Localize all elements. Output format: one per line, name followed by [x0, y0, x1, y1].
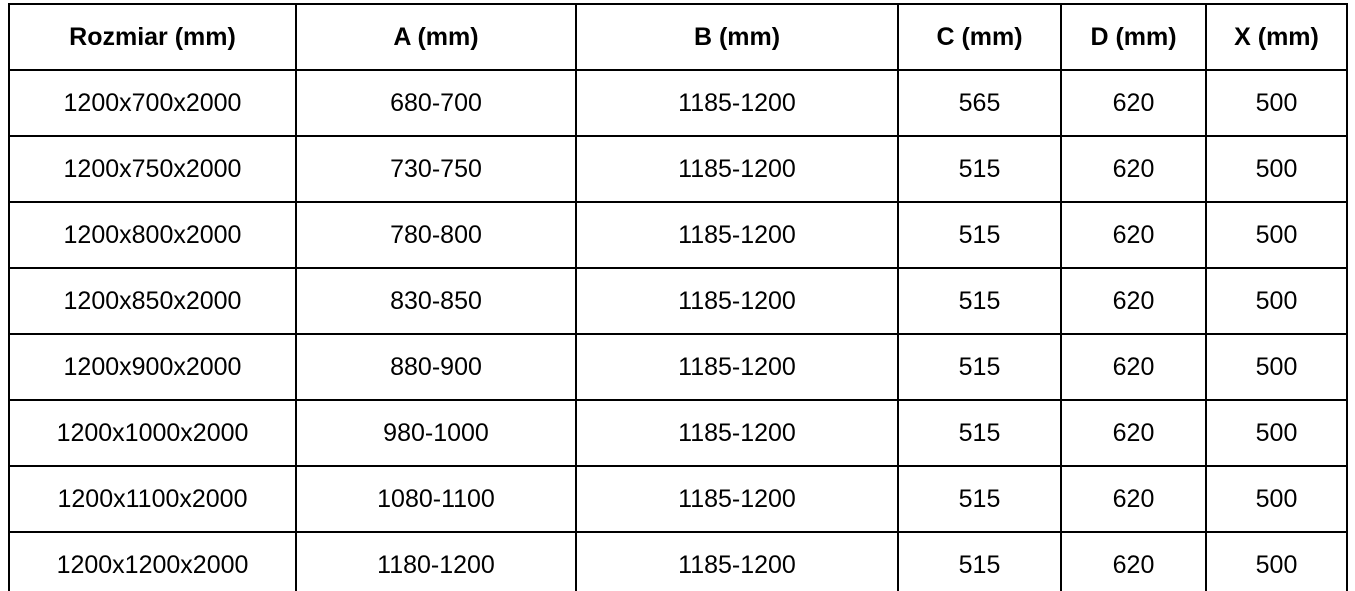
table-cell: 620: [1061, 268, 1206, 334]
table-cell: 1185-1200: [576, 268, 898, 334]
table-cell: 515: [898, 400, 1061, 466]
table-cell: 1185-1200: [576, 400, 898, 466]
table-cell: 780-800: [296, 202, 576, 268]
table-row: [9, 532, 1347, 591]
table-cell: 515: [898, 202, 1061, 268]
column-header-d: D (mm): [1061, 4, 1206, 70]
table-cell: 1185-1200: [576, 466, 898, 532]
table-cell: 1200x700x2000: [9, 70, 296, 136]
table-cell: 680-700: [296, 70, 576, 136]
table-row: [9, 400, 1347, 466]
table-row: [9, 466, 1347, 532]
table-row: [9, 70, 1347, 136]
table-cell: 500: [1206, 466, 1347, 532]
table-cell: 500: [1206, 532, 1347, 591]
table-cell: 1200x800x2000: [9, 202, 296, 268]
table-row: [9, 202, 1347, 268]
table-cell: 620: [1061, 202, 1206, 268]
column-header-b: B (mm): [576, 4, 898, 70]
table-cell: 880-900: [296, 334, 576, 400]
table-cell: 830-850: [296, 268, 576, 334]
table-row: [9, 268, 1347, 334]
table-cell: 500: [1206, 70, 1347, 136]
table-cell: 1185-1200: [576, 136, 898, 202]
table-cell: 1200x900x2000: [9, 334, 296, 400]
table-cell: 730-750: [296, 136, 576, 202]
table-cell: 515: [898, 268, 1061, 334]
table-cell: 1200x850x2000: [9, 268, 296, 334]
table-cell: 620: [1061, 70, 1206, 136]
table-cell: 620: [1061, 532, 1206, 591]
column-header-c: C (mm): [898, 4, 1061, 70]
table-cell: 1185-1200: [576, 532, 898, 591]
table-cell: 1180-1200: [296, 532, 576, 591]
table-cell: 515: [898, 466, 1061, 532]
size-dimension-table: [8, 3, 1348, 591]
table-cell: 1200x750x2000: [9, 136, 296, 202]
column-header-x: X (mm): [1206, 4, 1347, 70]
table-cell: 500: [1206, 400, 1347, 466]
table-cell: 620: [1061, 334, 1206, 400]
table-cell: 620: [1061, 466, 1206, 532]
table-cell: 1080-1100: [296, 466, 576, 532]
table-cell: 500: [1206, 268, 1347, 334]
table-cell: 1185-1200: [576, 334, 898, 400]
table-cell: 980-1000: [296, 400, 576, 466]
table-cell: 500: [1206, 334, 1347, 400]
table-cell: 500: [1206, 136, 1347, 202]
column-header-rozmiar: Rozmiar (mm): [9, 4, 296, 70]
table-cell: 1200x1200x2000: [9, 532, 296, 591]
table-cell: 620: [1061, 400, 1206, 466]
table-row: [9, 334, 1347, 400]
header-row: [9, 4, 1347, 70]
table-cell: 1200x1100x2000: [9, 466, 296, 532]
table-cell: 565: [898, 70, 1061, 136]
column-header-a: A (mm): [296, 4, 576, 70]
table-cell: 1185-1200: [576, 70, 898, 136]
table-row: [9, 136, 1347, 202]
table-cell: 515: [898, 136, 1061, 202]
table-cell: 515: [898, 532, 1061, 591]
table-cell: 515: [898, 334, 1061, 400]
table-cell: 620: [1061, 136, 1206, 202]
table-cell: 1185-1200: [576, 202, 898, 268]
table-cell: 1200x1000x2000: [9, 400, 296, 466]
table-cell: 500: [1206, 202, 1347, 268]
